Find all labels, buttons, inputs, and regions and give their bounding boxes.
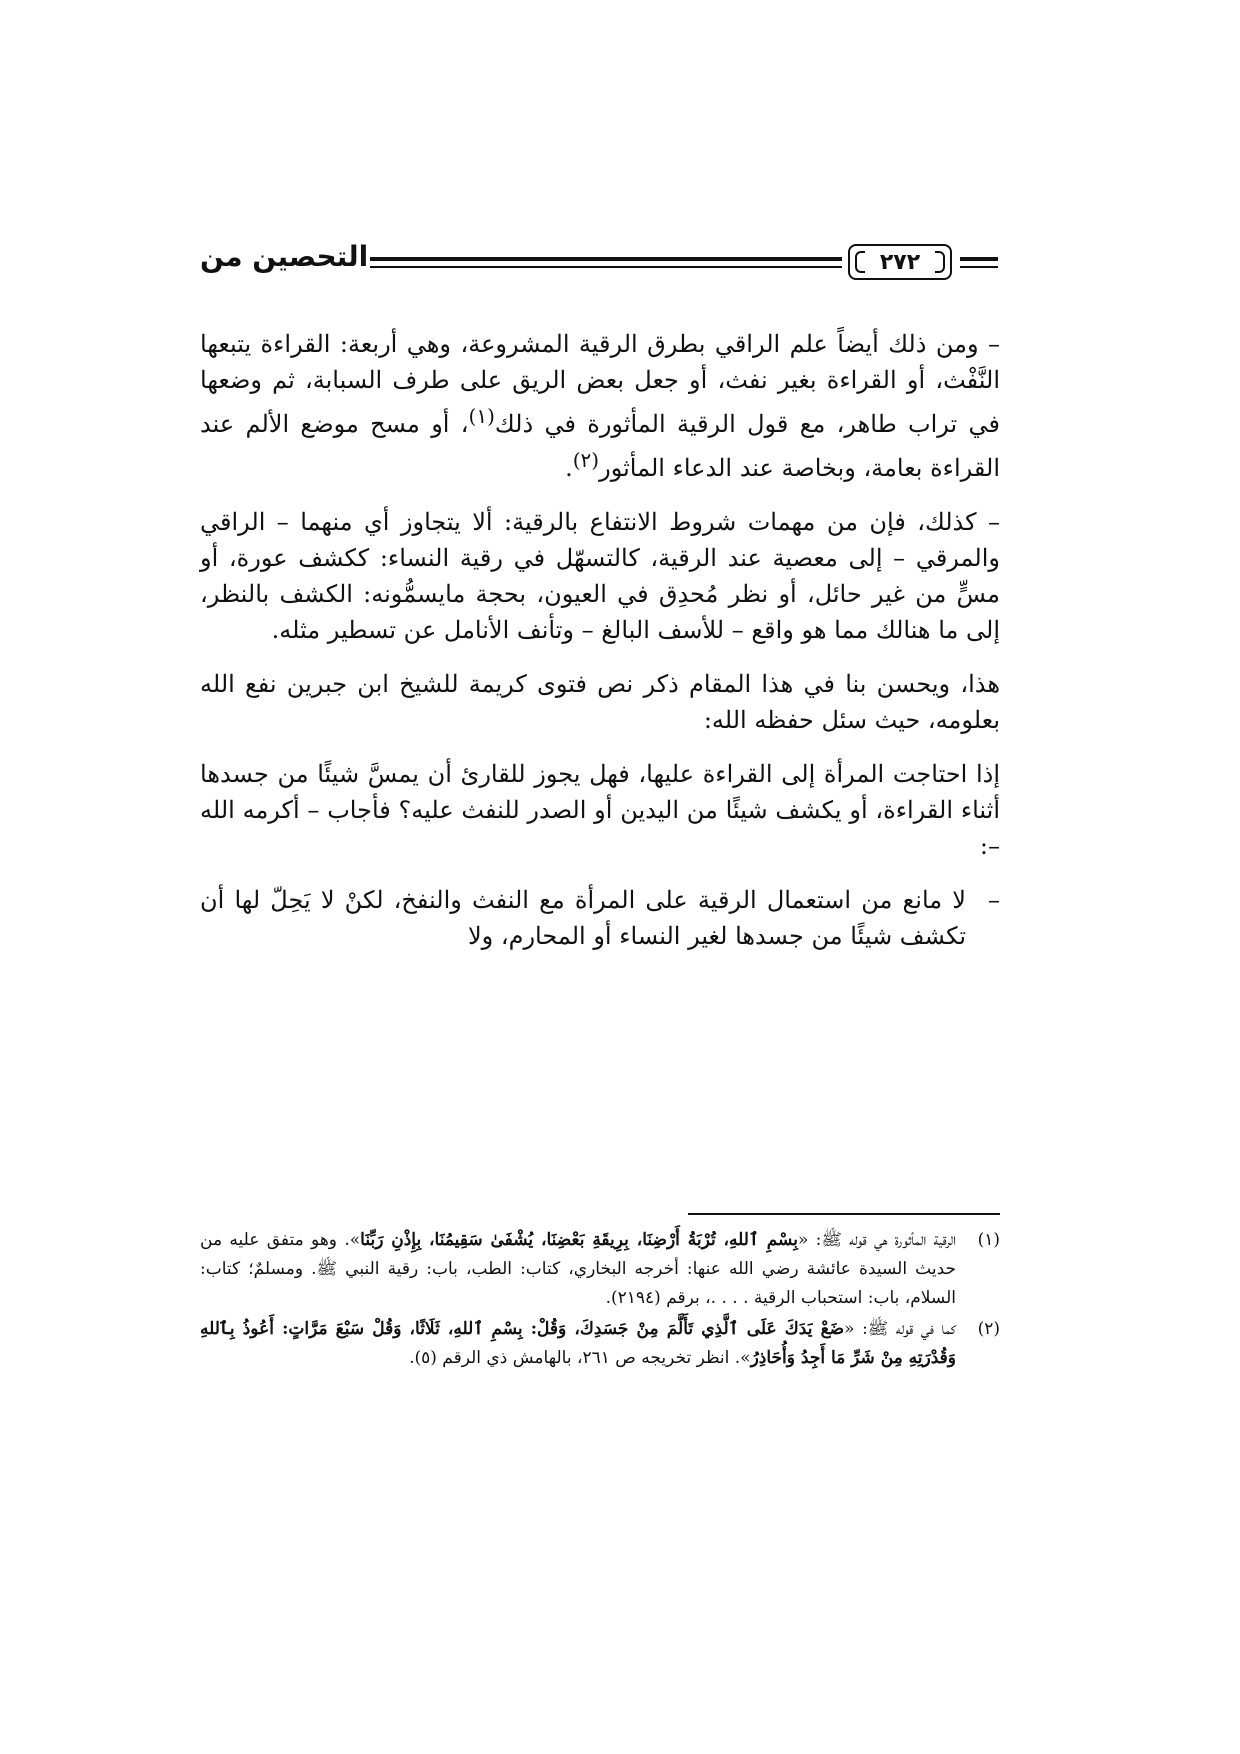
footnote-number: (٢): [977, 1319, 1000, 1339]
bullet-dash: –: [988, 886, 1000, 914]
hadith-quote: بِسْمِ ٱللهِ، تُرْبَةُ أَرْضِنَا، بِرِيقَةِ بَعْضِنَا، يُشْفَىٰ سَقِيمُنَا، بِإِذْنِ رَبِّنَا: [360, 1230, 798, 1250]
hadith-quote: ضَعْ يَدَكَ عَلَى ٱلَّذِي تَأَلَّمَ مِنْ جَسَدِكَ، وَقُلْ: بِسْمِ ٱللهِ، ثَلَاثًا، وَقُلْ سَبْعَ مَرَّاتٍ: أَعُوذُ بِٱللهِ وَقُدْرَتِهِ مِنْ شَرِّ مَا أَجِدُ وَأُحَاذِرُ: [200, 1319, 956, 1368]
page-number-badge: [848, 244, 952, 280]
paragraph: – كذلك، فإن من مهمات شروط الانتفاع بالرقية: ألا يتجاوز أي منهما – الراقي والمرقي – إلى معصية عند الرقية، كالتسهّل في رقية النساء: ككشف عورة، أو مسٍّ من غير حائل، أو نظر مُحدِق في العيون، بحجة مايسمُّونه: الكشف بالنظر، إلى ما هنالك مما هو واقع – للأسف البالغ – وتأنف الأنامل عن تسطير مثله.: [200, 508, 1000, 644]
header-title: التحصين من: [200, 240, 369, 273]
paragraph: هذا، ويحسن بنا في هذا المقام ذكر نص فتوى كريمة للشيخ ابن جبرين نفع الله بعلومه، حيث سئل حفظه الله:: [200, 670, 1000, 734]
footnote-ref: (١): [468, 404, 495, 428]
paragraph: – ومن ذلك أيضاً علم الراقي بطرق الرقية المشروعة، وهي أربعة: القراءة يتبعها النَّفْث، أو القراءة بغير نفث، أو جعل بعض الريق على طرف السبابة، ثم وضعها في تراب طاهر، مع قول الرقية المأثورة في ذلك$^{(١)}$، أو مسح موضع الألم عند القراءة بعامة، وبخاصة عند الدعاء المأثور$^{(٢)}$.: [200, 330, 1000, 482]
footnote-ref: (٢): [572, 448, 600, 472]
footnote: (١) الرقية المأثورة هي قوله ﷺ: «بِسْمِ ٱللهِ، تُرْبَةُ أَرْضِنَا، بِرِيقَةِ بَعْضِنَا، يُشْفَىٰ سَقِيمُنَا، بِإِذْنِ رَبِّنَا». وهو متفق عليه من حديث السيدة عائشة رضي الله عنها: أخرجه البخاري، كتاب: الطب، باب: رقية النبي ﷺ. ومسلمٌ؛ كتاب: السلام، باب: استحباب الرقية . . . .، برقم (٢١٩٤).: [200, 1226, 1000, 1313]
footnotes: [200, 1226, 1000, 1375]
header-double-rule-short: [960, 256, 998, 270]
footnote-number: (١): [977, 1230, 1000, 1250]
page-number: ٢٧٢: [879, 249, 921, 275]
running-header: [200, 240, 1000, 280]
header-double-rule: [370, 256, 842, 270]
footnote: (٢) كما في قوله ﷺ: «ضَعْ يَدَكَ عَلَى ٱلَّذِي تَأَلَّمَ مِنْ جَسَدِكَ، وَقُلْ: بِسْمِ ٱللهِ، ثَلَاثًا، وَقُلْ سَبْعَ مَرَّاتٍ: أَعُوذُ بِٱللهِ وَقُدْرَتِهِ مِنْ شَرِّ مَا أَجِدُ وَأُحَاذِرُ». انظر تخريجه ص ٢٦١، بالهامش ذي الرقم (٥).: [200, 1315, 1000, 1373]
answer-bullet-paragraph: – لا مانع من استعمال الرقية على المرأة مع النفث والنفخ، لكنْ لا يَحِلّ لها أن تكشف شيئًا من جسدها لغير النساء أو المحارم، ولا: [200, 882, 1000, 954]
paragraph: إذا احتاجت المرأة إلى القراءة عليها، فهل يجوز للقارئ أن يمسَّ شيئًا من جسدها أثناء القراءة، أو يكشف شيئًا من اليدين أو الصدر للنفث عليه؟ فأجاب – أكرمه الله –:: [200, 760, 1000, 860]
footnote-separator: [688, 1213, 1000, 1215]
body-text: [200, 326, 1000, 972]
